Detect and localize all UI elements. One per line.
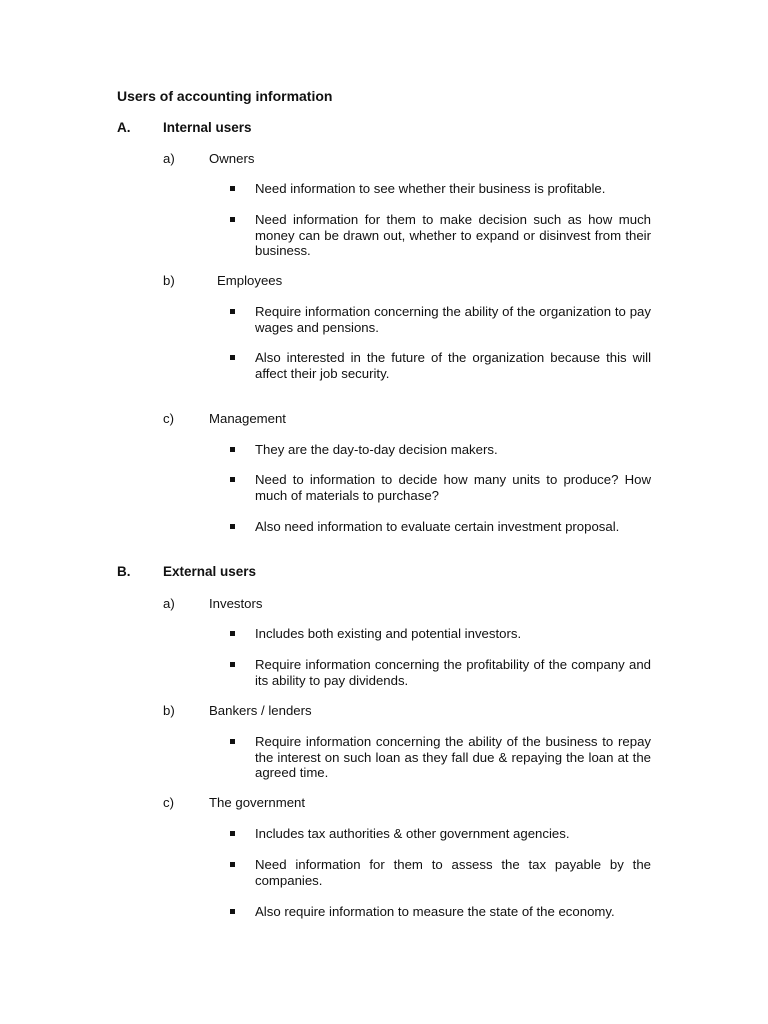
bullet-text: Also need information to evaluate certain investment proposal. <box>255 519 620 534</box>
subsection-letter: c) <box>163 795 174 810</box>
bullet-marker <box>230 631 235 636</box>
bullet-text: They are the day-to-day decision makers. <box>255 442 498 457</box>
bullet-marker <box>230 524 235 529</box>
subsection-label: Owners <box>209 151 255 166</box>
bullet-marker <box>230 831 235 836</box>
bullet-marker <box>230 662 235 667</box>
bullet-marker <box>230 909 235 914</box>
bullet-marker <box>230 862 235 867</box>
section-label: Internal users <box>163 120 252 135</box>
bullet-marker <box>230 447 235 452</box>
bullet-text: Also interested in the future of the organization because this will affect their job security. <box>255 350 651 381</box>
bullet-text: Need to information to decide how many units to produce? How much of materials to purchase? <box>255 472 651 503</box>
bullet-text: Need information for them to make decision such as how much money can be drawn out, whether to expand or disinvest from their business. <box>255 212 651 259</box>
section-letter: A. <box>117 120 131 135</box>
subsection-letter: b) <box>163 273 175 288</box>
subsection-label: Employees <box>217 273 283 288</box>
bullet-marker <box>230 739 235 744</box>
bullet-marker <box>230 309 235 314</box>
subsection-label: Bankers / lenders <box>209 703 312 718</box>
subsection-label: Management <box>209 411 286 426</box>
document-title: Users of accounting information <box>117 88 333 104</box>
bullet-text: Includes tax authorities & other government agencies. <box>255 826 570 841</box>
bullet-marker <box>230 355 235 360</box>
section-label: External users <box>163 564 257 579</box>
bullet-text: Require information concerning the ability of the business to repay the interest on such loan as they fall due & repaying the loan at the agreed time. <box>255 734 651 781</box>
bullet-marker <box>230 186 235 191</box>
bullet-marker <box>230 217 235 222</box>
bullet-text: Require information concerning the profitability of the company and its ability to pay dividends. <box>255 657 651 688</box>
subsection-letter: a) <box>163 596 175 611</box>
section-letter: B. <box>117 564 131 579</box>
bullet-text: Need information for them to assess the tax payable by the companies. <box>255 857 651 888</box>
subsection-label: Investors <box>209 596 263 611</box>
subsection-letter: b) <box>163 703 175 718</box>
subsection-label: The government <box>209 795 306 810</box>
subsection-letter: c) <box>163 411 174 426</box>
bullet-marker <box>230 477 235 482</box>
subsection-letter: a) <box>163 151 175 166</box>
bullet-text: Includes both existing and potential investors. <box>255 626 522 641</box>
bullet-text: Also require information to measure the state of the economy. <box>255 904 615 919</box>
bullet-text: Need information to see whether their business is profitable. <box>255 181 606 196</box>
bullet-text: Require information concerning the ability of the organization to pay wages and pensions. <box>255 304 651 335</box>
